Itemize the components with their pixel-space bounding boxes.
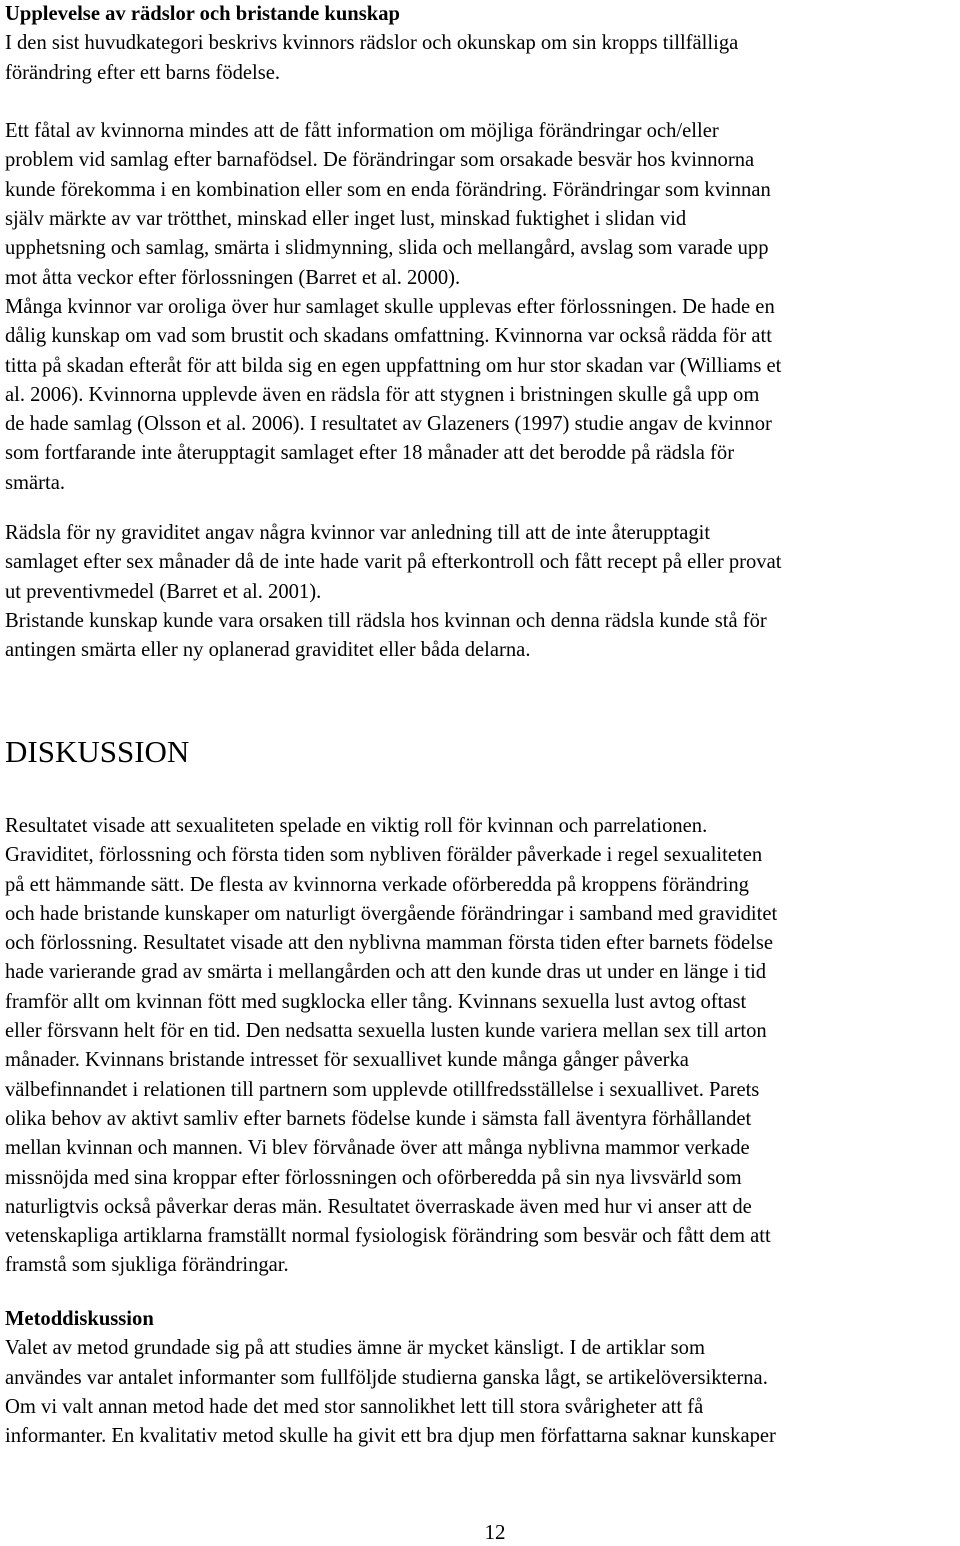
page-number: 12 [484, 1520, 506, 1544]
text-line [5, 88, 781, 117]
text-line: informanter. En kvalitativ metod skulle ha givit ett bra djup men författarna saknar kunskaper [5, 1425, 776, 1448]
text-line: på ett hämmande sätt. De flesta av kvinnorna verkade oförberedda på kroppens förändring [5, 873, 749, 896]
text-line: framför allt om kvinnan fött med sugklocka eller tång. Kvinnans sexuella lust avtog oftast [5, 990, 747, 1013]
text-line: Rädsla för ny graviditet angav några kvinnor var anledning till att de inte återupptagit [5, 522, 711, 544]
section-discussion-body [5, 812, 777, 1281]
text-line: framstå som sjukliga förändringar. [5, 1254, 289, 1277]
section-experience [5, 0, 781, 498]
text-line: al. 2006). Kvinnorna upplevde även en rädsla för att stygnen i bristningen skulle gå upp om [5, 383, 760, 406]
text-line: Om vi valt annan metod hade det med stor sannolikhet lett till stora svårigheter att få [5, 1395, 704, 1418]
text-line: som fortfarande inte återupptagit samlaget efter 18 månader att det berodde på rädsla för [5, 442, 735, 465]
section-method-discussion [5, 1305, 776, 1451]
text-line: olika behov av aktivt samliv efter barnets födelse kunde i sämsta fall äventyra förhållandet [5, 1107, 752, 1130]
text-line: mot åtta veckor efter förlossningen (Barret et al. 2000). [5, 266, 461, 289]
text-line: ut preventivmedel (Barret et al. 2001). [5, 580, 322, 603]
section-method-discussion-body [5, 1334, 776, 1451]
text-line: Valet av metod grundade sig på att studies ämne är mycket känsligt. I de artiklar som [5, 1337, 705, 1360]
section-heading-experience: Upplevelse av rädslor och bristande kunskap [5, 3, 400, 25]
text-line: månader. Kvinnans bristande intresset för sexuallivet kunde många gånger påverka [5, 1049, 689, 1072]
text-line: de hade samlag (Olsson et al. 2006). I resultatet av Glazeners (1997) studie angav de kvinnor [5, 413, 772, 436]
section-discussion [5, 812, 777, 1281]
text-line: och förlossning. Resultatet visade att den nyblivna mamman första tiden efter barnets födelse [5, 932, 774, 955]
text-line: Många kvinnor var oroliga över hur samlaget skulle upplevas efter förlossningen. De hade en [5, 295, 775, 318]
text-line: eller försvann helt för en tid. Den nedsatta sexuella lusten kunde variera mellan sex till arton [5, 1020, 767, 1043]
section-fear [5, 519, 781, 665]
text-line: samlaget efter sex månader då de inte hade varit på efterkontroll och fått recept på eller provat [5, 551, 782, 574]
text-line: själv märkte av var trötthet, minskad eller inget lust, minskad fuktighet i slidan vid [5, 208, 687, 231]
text-line: och hade bristande kunskaper om naturligt övergående förändringar i samband med graviditet [5, 902, 778, 925]
text-line: Resultatet visade att sexualiteten spelade en viktig roll för kvinnan och parrelationen. [5, 815, 708, 837]
text-line: vetenskapliga artiklarna framställt normal fysiologisk förändring som besvär och fått dem att [5, 1225, 771, 1248]
text-line: hade varierande grad av smärta i mellangården och att den kunde dras ut under en länge i tid [5, 961, 767, 984]
text-line: problem vid samlag efter barnafödsel. De förändringar som orsakade besvär hos kvinnorna [5, 149, 755, 172]
section-fear-body [5, 519, 781, 665]
discussion-heading: DISKUSSION [5, 734, 190, 769]
text-line: Bristande kunskap kunde vara orsaken till rädsla hos kvinnan och denna rädsla kunde stå för [5, 609, 767, 632]
text-line: titta på skadan efteråt för att bilda sig en egen uppfattning om hur stor skadan var (Williams et [5, 354, 782, 377]
text-line: användes var antalet informanter som fullföljde studierna ganska lågt, se artikelöversikterna. [5, 1366, 768, 1389]
text-line: Graviditet, förlossning och första tiden som nybliven förälder påverkade i regel sexualiteten [5, 844, 763, 867]
text-line: smärta. [5, 471, 66, 494]
text-line: missnöjda med sina kroppar efter förlossningen och oförberedda på sin nya livsvärld som [5, 1166, 742, 1189]
text-line: dålig kunskap om vad som brustit och skadans omfattning. Kvinnorna var också rädda för att [5, 325, 772, 348]
section-heading-method-discussion: Metoddiskussion [5, 1308, 154, 1330]
text-line: mellan kvinnan och mannen. Vi blev förvånade över att många nyblivna mammor verkade [5, 1137, 750, 1160]
text-line: välbefinnandet i relationen till partnern som upplevde otillfredsställelse i sexuallivet. Parets [5, 1078, 760, 1101]
text-line: förändring efter ett barns födelse. [5, 61, 281, 84]
text-line: upphetsning och samlag, smärta i slidmynning, slida och mellangård, avslag som varade upp [5, 237, 769, 260]
section-experience-body [5, 29, 781, 498]
text-line: antingen smärta eller ny oplanerad graviditet eller båda delarna. [5, 639, 531, 662]
text-line: naturligtvis också påverkar deras män. Resultatet överraskade även med hur vi anser att de [5, 1195, 752, 1218]
text-line: Ett fåtal av kvinnorna mindes att de fått information om möjliga förändringar och/eller [5, 120, 719, 143]
text-line: I den sist huvudkategori beskrivs kvinnors rädslor och okunskap om sin kropps tillfälliga [5, 32, 739, 55]
text-line: kunde förekomma i en kombination eller som en enda förändring. Förändringar som kvinnan [5, 178, 771, 201]
